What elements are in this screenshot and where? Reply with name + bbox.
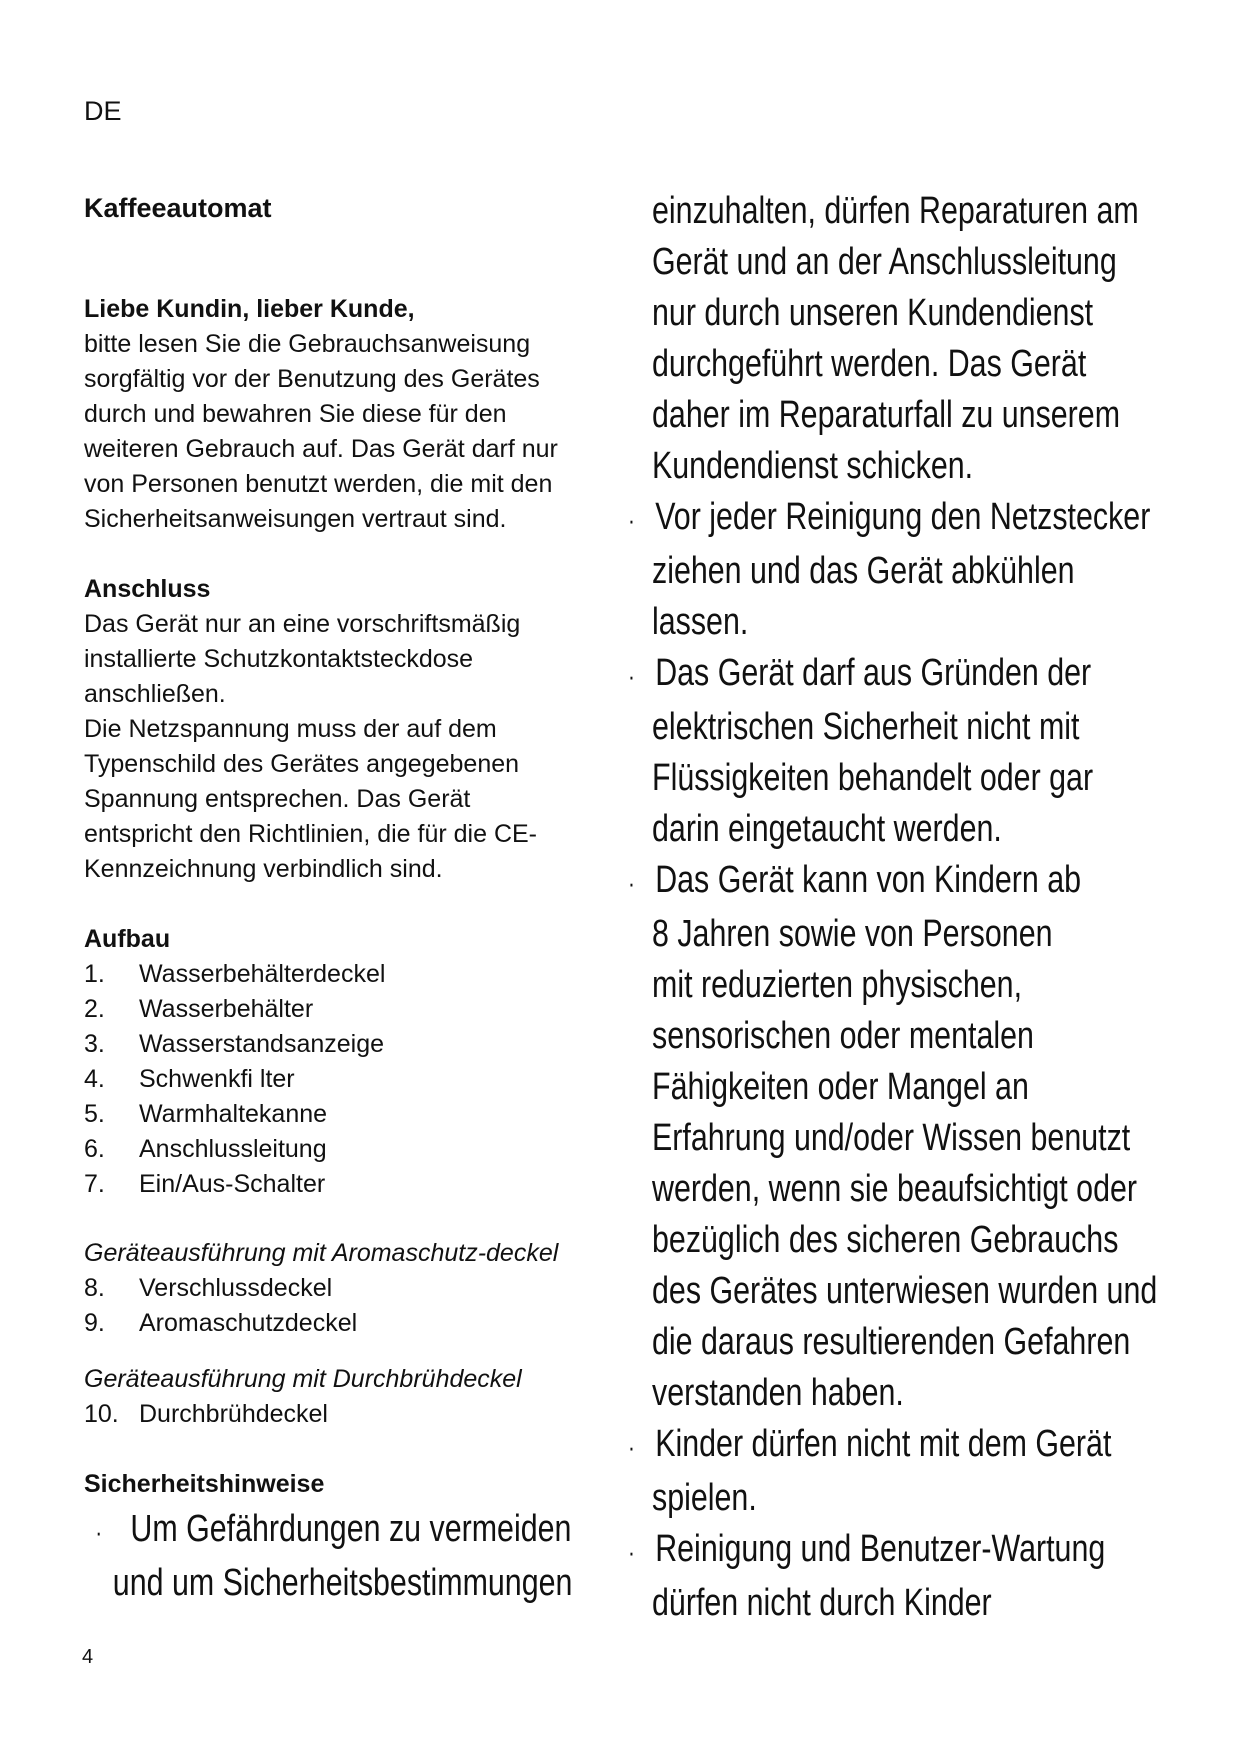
anschluss-section bbox=[84, 571, 624, 887]
safety-line: bezüglich des sicheren Gebrauchs bbox=[652, 1219, 1119, 1261]
bullet-icon: · bbox=[95, 1517, 103, 1547]
safety-line: und um Sicherheitsbestimmungen bbox=[112, 1562, 573, 1604]
anschluss-line: Typenschild des Gerätes angegebenen bbox=[84, 750, 520, 778]
list-item bbox=[84, 1132, 624, 1167]
safety-section bbox=[84, 1466, 624, 1609]
bullet-icon: · bbox=[628, 868, 635, 898]
safety-line: darin eingetaucht werden. bbox=[652, 808, 1002, 850]
safety-line: · Um Gefährdungen zu vermeiden bbox=[84, 1504, 516, 1558]
list-item bbox=[84, 1306, 624, 1341]
item-number: 6. bbox=[84, 1135, 105, 1163]
item-number: 8. bbox=[84, 1274, 105, 1302]
safety-line: durchgeführt werden. Das Gerät bbox=[652, 343, 1087, 385]
item-label: Schwenkfi lter bbox=[139, 1065, 295, 1093]
document-title: Kaffeeautomat bbox=[84, 193, 272, 223]
variant-label: Geräteausführung mit Aromaschutz-deckel bbox=[84, 1239, 559, 1267]
parts-list bbox=[84, 1397, 624, 1432]
aufbau-heading: Aufbau bbox=[84, 925, 171, 953]
list-item bbox=[84, 957, 624, 992]
item-number: 7. bbox=[84, 1170, 105, 1198]
variant-durch bbox=[84, 1362, 624, 1432]
safety-line: ziehen und das Gerät abkühlen bbox=[652, 550, 1075, 592]
item-label: Verschlussdeckel bbox=[139, 1274, 333, 1302]
parts-list bbox=[84, 1271, 624, 1341]
item-number: 3. bbox=[84, 1030, 105, 1058]
parts-list bbox=[84, 957, 624, 1202]
left-column bbox=[84, 190, 624, 1609]
safety-line: des Gerätes unterwiesen wurden und bbox=[652, 1270, 1158, 1312]
safety-line: · Das Gerät darf aus Gründen der bbox=[628, 648, 1103, 702]
safety-line: 8 Jahren sowie von Personen bbox=[652, 913, 1053, 955]
anschluss-line: entspricht den Richtlinien, die für die CE- bbox=[84, 820, 538, 848]
bullet-icon: · bbox=[628, 1537, 635, 1567]
variant-label: Geräteausführung mit Durchbrühdeckel bbox=[84, 1365, 522, 1393]
safety-line: werden, wenn sie beaufsichtigt oder bbox=[652, 1168, 1138, 1210]
bullet-icon: · bbox=[628, 1432, 635, 1462]
safety-line: Kundendienst schicken. bbox=[652, 445, 974, 487]
safety-line: elektrischen Sicherheit nicht mit bbox=[652, 706, 1080, 748]
greeting-line: durch und bewahren Sie diese für den bbox=[84, 400, 507, 428]
variant-aroma bbox=[84, 1236, 624, 1341]
safety-heading: Sicherheitshinweise bbox=[84, 1470, 325, 1498]
safety-line: Erfahrung und/oder Wissen benutzt bbox=[652, 1117, 1131, 1159]
safety-line: einzuhalten, dürfen Reparaturen am bbox=[652, 190, 1139, 232]
safety-line: · Vor jeder Reinigung den Netzstecker bbox=[628, 492, 1103, 546]
anschluss-line: installierte Schutzkontaktsteckdose bbox=[84, 645, 474, 673]
anschluss-line: Spannung entsprechen. Das Gerät bbox=[84, 785, 471, 813]
item-label: Wasserstandsanzeige bbox=[139, 1030, 385, 1058]
list-item bbox=[84, 992, 624, 1027]
safety-line: Gerät und an der Anschlussleitung bbox=[652, 241, 1117, 283]
safety-line: Fähigkeiten oder Mangel an bbox=[652, 1066, 1029, 1108]
safety-line: daher im Reparaturfall zu unserem bbox=[652, 394, 1121, 436]
aufbau-section bbox=[84, 921, 624, 1202]
anschluss-line: Die Netzspannung muss der auf dem bbox=[84, 715, 497, 743]
list-item bbox=[84, 1397, 624, 1432]
safety-line: sensorischen oder mentalen bbox=[652, 1015, 1034, 1057]
safety-line: die daraus resultierenden Gefahren bbox=[652, 1321, 1131, 1363]
list-item bbox=[84, 1027, 624, 1062]
item-number: 9. bbox=[84, 1309, 105, 1337]
safety-line: dürfen nicht durch Kinder bbox=[652, 1582, 992, 1624]
safety-line: lassen. bbox=[652, 601, 749, 643]
bullet-icon: · bbox=[628, 661, 635, 691]
item-label: Wasserbehälterdeckel bbox=[139, 960, 386, 988]
right-column bbox=[628, 186, 1222, 1629]
greeting-section bbox=[84, 291, 624, 537]
safety-line: · Das Gerät kann von Kindern ab bbox=[628, 855, 1103, 909]
list-item bbox=[84, 1271, 624, 1306]
greeting-line: bitte lesen Sie die Gebrauchsanweisung bbox=[84, 330, 531, 358]
greeting-heading: Liebe Kundin, lieber Kunde, bbox=[84, 295, 415, 323]
safety-line: nur durch unseren Kundendienst bbox=[652, 292, 1094, 334]
item-label: Ein/Aus-Schalter bbox=[139, 1170, 326, 1198]
anschluss-heading: Anschluss bbox=[84, 575, 211, 603]
safety-line: · Kinder dürfen nicht mit dem Gerät bbox=[628, 1419, 1103, 1473]
list-item bbox=[84, 1062, 624, 1097]
item-label: Warmhaltekanne bbox=[139, 1100, 328, 1128]
bullet-icon: · bbox=[628, 505, 635, 535]
item-number: 10. bbox=[84, 1400, 119, 1428]
list-item bbox=[84, 1097, 624, 1132]
page-number: 4 bbox=[82, 1646, 94, 1668]
greeting-line: weiteren Gebrauch auf. Das Gerät darf nur bbox=[84, 435, 558, 463]
safety-line: · Reinigung und Benutzer-Wartung bbox=[628, 1524, 1103, 1578]
greeting-line: von Personen benutzt werden, die mit den bbox=[84, 470, 553, 498]
item-label: Wasserbehälter bbox=[139, 995, 314, 1023]
safety-line: spielen. bbox=[652, 1477, 757, 1519]
safety-line: Flüssigkeiten behandelt oder gar bbox=[652, 757, 1094, 799]
item-number: 4. bbox=[84, 1065, 105, 1093]
anschluss-line: Kennzeichnung verbindlich sind. bbox=[84, 855, 443, 883]
item-number: 1. bbox=[84, 960, 105, 988]
item-number: 2. bbox=[84, 995, 105, 1023]
list-item bbox=[84, 1167, 624, 1202]
item-label: Anschlussleitung bbox=[139, 1135, 327, 1163]
item-label: Aromaschutzdeckel bbox=[139, 1309, 358, 1337]
anschluss-line: anschließen. bbox=[84, 680, 226, 708]
language-code: DE bbox=[84, 96, 122, 126]
safety-line: mit reduzierten physischen, bbox=[652, 964, 1023, 1006]
greeting-line: sorgfältig vor der Benutzung des Gerätes bbox=[84, 365, 540, 393]
item-label: Durchbrühdeckel bbox=[139, 1400, 328, 1428]
item-number: 5. bbox=[84, 1100, 105, 1128]
safety-line: verstanden haben. bbox=[652, 1372, 904, 1414]
anschluss-line: Das Gerät nur an eine vorschriftsmäßig bbox=[84, 610, 521, 638]
greeting-line: Sicherheitsanweisungen vertraut sind. bbox=[84, 505, 507, 533]
